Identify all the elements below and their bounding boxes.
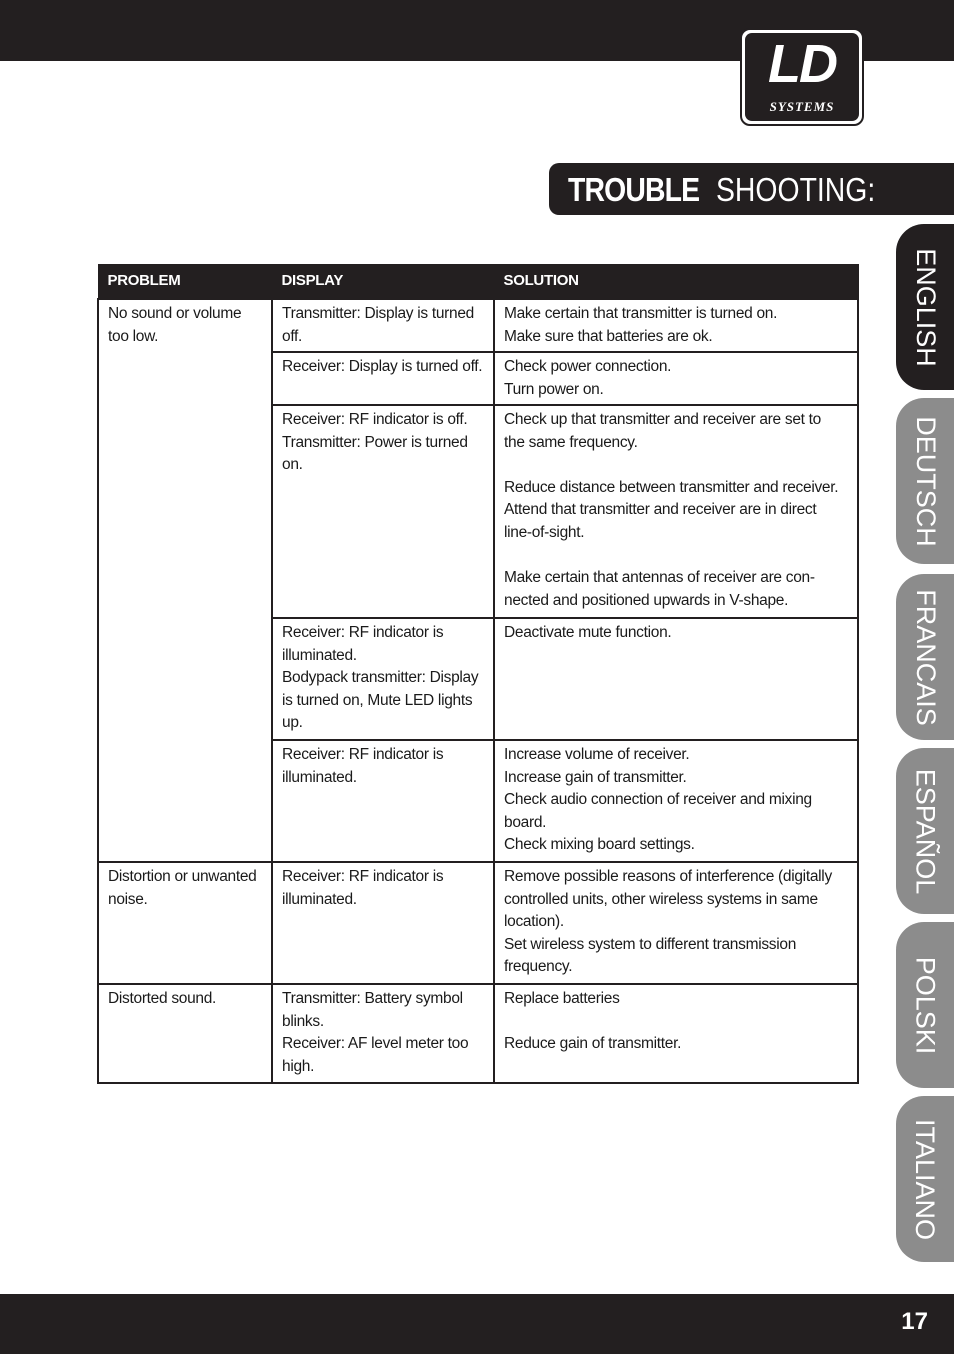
display-cell: Receiver: RF indicator is illuminated. — [272, 740, 494, 862]
problem-cell: No sound or volume too low. — [98, 299, 272, 862]
logo-inner — [745, 33, 859, 121]
troubleshooting-table — [97, 264, 859, 1084]
display-cell: Transmitter: Battery symbol blinks. Receiver: AF level meter too high. — [272, 984, 494, 1083]
page-title — [549, 163, 954, 215]
display-cell: Transmitter: Display is turned off. — [272, 299, 494, 352]
table-row — [98, 299, 858, 352]
tab-deutsch[interactable] — [896, 398, 954, 564]
logo-main-text: LD — [768, 34, 836, 94]
header-display: DISPLAY — [272, 265, 494, 300]
solution-cell: Check up that transmitter and receiver are set to the same frequency. Reduce distance between transmitter and receiver. Attend that transmitter and receiver are in direct line-of-sight. Make certain that antennas of receiver are con- nected and positioned upwards in V-shape. — [494, 405, 858, 618]
tab-label: POLSKI — [910, 956, 941, 1054]
display-cell: Receiver: Display is turned off. — [272, 352, 494, 405]
table-header-row — [98, 265, 858, 300]
title-bold: TROUBLE — [568, 170, 700, 208]
bottom-bar — [0, 1294, 954, 1354]
page-number: 17 — [901, 1308, 928, 1335]
header-solution: SOLUTION — [494, 265, 858, 300]
tab-label: ENGLISH — [910, 247, 941, 367]
solution-cell: Make certain that transmitter is turned on. Make sure that batteries are ok. — [494, 299, 858, 352]
tab-label: ESPAÑOL — [910, 768, 941, 894]
problem-cell: Distorted sound. — [98, 984, 272, 1083]
tab-label: FRANCAIS — [910, 588, 941, 726]
tab-label: ITALIANO — [910, 1118, 941, 1240]
logo-sub-text: SYSTEMS — [769, 99, 835, 114]
solution-cell: Check power connection. Turn power on. — [494, 352, 858, 405]
problem-cell: Distortion or unwanted noise. — [98, 862, 272, 984]
tab-label: DEUTSCH — [910, 415, 941, 547]
solution-cell: Remove possible reasons of interference (digitally controlled units, other wireless systems in same location). Set wireless system to different transmission frequency. — [494, 862, 858, 984]
display-cell: Receiver: RF indicator is illuminated. — [272, 862, 494, 984]
tab-francais[interactable] — [896, 574, 954, 740]
table-row — [98, 984, 858, 1083]
tab-espanol[interactable] — [896, 748, 954, 914]
title-light: SHOOTING: — [715, 170, 875, 208]
table-row — [98, 862, 858, 984]
solution-cell: Deactivate mute function. — [494, 618, 858, 740]
ld-systems-logo — [740, 28, 864, 126]
display-cell: Receiver: RF indicator is off. Transmitter: Power is turned on. — [272, 405, 494, 618]
header-problem: PROBLEM — [98, 265, 272, 300]
display-cell: Receiver: RF indicator is illuminated. Bodypack transmitter: Display is turned on, Mute LED lights up. — [272, 618, 494, 740]
solution-cell: Increase volume of receiver. Increase gain of transmitter. Check audio connection of receiver and mixing board. Check mixing board settings. — [494, 740, 858, 862]
tab-polski[interactable] — [896, 922, 954, 1088]
tab-italiano[interactable] — [896, 1096, 954, 1262]
solution-cell: Replace batteries Reduce gain of transmitter. — [494, 984, 858, 1083]
tab-english[interactable] — [896, 224, 954, 390]
